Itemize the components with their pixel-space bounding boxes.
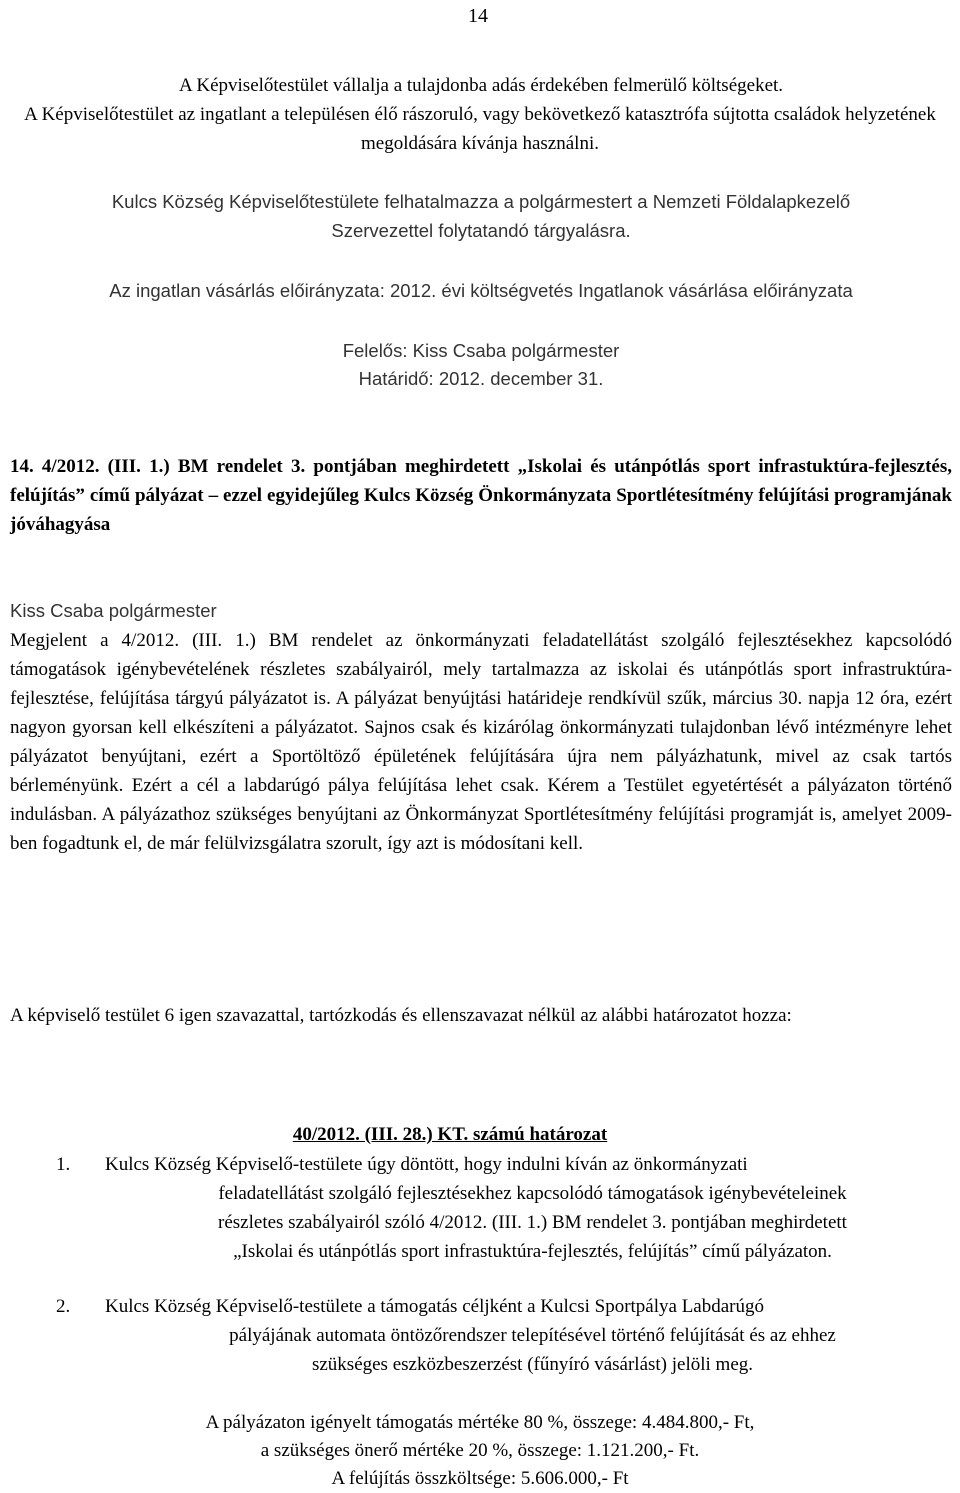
page-number: 14 [468,5,488,27]
presenter-name: Kiss Csaba polgármester [10,600,217,621]
item-number: 2. [56,1296,71,1317]
total-cost-line: A felújítás összköltsége: 5.606.000,- Ft [331,1468,629,1489]
intro-paragraph-1: A Képviselőtestület vállalja a tulajdonba adás érdekében felmerülő költségeket. [178,75,784,96]
responsible-line: Felelős: Kiss Csaba polgármester [342,340,620,361]
resolution-item-2: 2. Kulcs Község Képviselő-testülete a támogatás céljként a Kulcsi Sportpálya Labdarúgó pályájának automata öntözőrendszer telepítésével történő felújítását és az ehhez szükséges eszközbeszerzést (fűnyíró vásárlást) jelöli meg. [20,1292,960,1379]
agenda-heading: 14. 4/2012. (III. 1.) BM rendelet 3. pontjában meghirdetett „Iskolai és utánpótlás sport infrastuktúra-fejlesztés, felújítás” című pályázat – ezzel egyidejűleg Kulcs Község Önkormányzata Sportlétesítmény felújítási programjának jóváhagyása [10,456,952,535]
deadline-line: Határidő: 2012. december 31. [358,368,604,389]
intro-budget-line: Az ingatlan vásárlás előirányzata: 2012. évi költségvetés Ingatlanok vásárlása előirányzata [109,280,853,301]
vote-text: A képviselő testület 6 igen szavazattal, tartózkodás és ellenszavazat nélkül az alábbi határozatot hozza: [10,1005,792,1026]
support-amount-line: A pályázaton igényelt támogatás mértéke 80 %, összege: 4.484.800,- Ft, [205,1412,755,1433]
item-number: 1. [56,1154,71,1175]
resolution-item-1: 1. Kulcs Község Képviselő-testülete úgy döntött, hogy indulni kíván az önkormányzati feladatellátást szolgáló fejlesztésekhez kapcsolódó támogatások igénybevételeinek részletes szabályairól szóló 4/2012. (III. 1.) BM rendelet 3. pontjában meghirdetett „Iskolai és utánpótlás sport infrastuktúra-fejlesztés, felújítás” című pályázaton. [20,1150,960,1266]
intro-paragraph-2: A Képviselőtestület az ingatlant a településen élő rászoruló, vagy bekövetkező katasztrófa sújtotta családok helyzetének megoldására kívánja használni. [24,104,936,154]
own-contribution-line: a szükséges önerő mértéke 20 %, összege: 1.121.200,- Ft. [260,1440,700,1461]
resolution-title: 40/2012. (III. 28.) KT. számú határozat [292,1124,608,1145]
intro-paragraph-3: Kulcs Község Képviselőtestülete felhatalmazza a polgármestert a Nemzeti Földalapkezelő Szervezettel folytatandó tárgyalásra. [111,191,851,241]
agenda-body: Megjelent a 4/2012. (III. 1.) BM rendelet az önkormányzati feladatellátást szolgáló fejlesztésekhez kapcsolódó támogatások igénybevételének részletes szabályairól, mely tartalmazza az iskolai és utánpótlás sport infrastruktúra-fejlesztése, felújítása tárgyú pályázatot is. A pályázat benyújtási határideje rendkívül szűk, március 30. napja 12 óra, ezért nagyon gyorsan kell elkészíteni a pályázatot. Sajnos csak és kizárólag önkormányzati tulajdonban lévő intézményre lehet pályázatot benyújtani, ezért a Sportöltöző épületének felújítására újra nem pályázhatunk, mivel az csak tartós bérleményünk. Ezért a cél a labdarúgó pálya felújítása lehet csak. Kérem a Testület egyetértését a pályázaton történő indulásban. A pályázathoz szükséges benyújtani az Önkormányzat Sportlétesítmény felújítási programját is, amelyet 2009-ben fogadtunk el, de már felülvizsgálatra szorult, így azt is módosítani kell. [10,630,952,854]
